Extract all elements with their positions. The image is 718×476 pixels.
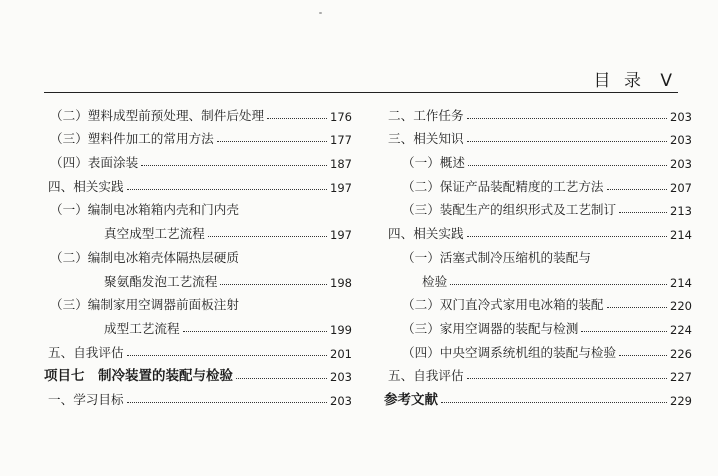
toc-leader-dots bbox=[467, 236, 667, 237]
toc-entry-title: 项目七 制冷装置的装配与检验 bbox=[44, 368, 233, 385]
toc-entry-title: （三）装配生产的组织形式及工艺制订 bbox=[402, 202, 617, 218]
toc-entry[interactable] bbox=[44, 266, 352, 290]
toc-leader-dots bbox=[467, 141, 667, 142]
toc-entry-title: （二）编制电冰箱壳体隔热层硬质 bbox=[50, 249, 239, 265]
toc-leader-dots bbox=[220, 284, 327, 285]
toc-leader-dots bbox=[127, 402, 327, 403]
toc-leader-dots bbox=[141, 165, 327, 166]
header-title: 目 录 bbox=[593, 71, 645, 91]
toc-leader-dots bbox=[441, 402, 667, 403]
toc-leader-dots bbox=[619, 212, 667, 213]
toc-entry-title: （二）保证产品装配精度的工艺方法 bbox=[402, 178, 604, 194]
toc-page-number: 201 bbox=[330, 346, 352, 361]
toc-entry-title: （二）塑料成型前预处理、制件后处理 bbox=[50, 107, 265, 123]
toc-page-number: 214 bbox=[670, 275, 692, 290]
toc-entry[interactable] bbox=[384, 218, 692, 242]
toc-page-number: 203 bbox=[330, 370, 352, 385]
toc-entry-title: （三）编制家用空调器前面板注射 bbox=[50, 297, 239, 313]
toc-right-column bbox=[384, 100, 692, 408]
toc-entry-title: （四）中央空调系统机组的装配与检验 bbox=[402, 344, 617, 360]
toc-leader-dots bbox=[607, 307, 668, 308]
toc-entry-title: 成型工艺流程 bbox=[104, 320, 180, 336]
toc-page-number: 207 bbox=[670, 180, 692, 195]
toc-chapter-entry[interactable] bbox=[384, 384, 692, 408]
toc-entry[interactable] bbox=[384, 361, 692, 385]
toc-leader-dots bbox=[267, 118, 327, 119]
toc-leader-dots bbox=[468, 165, 667, 166]
toc-entry[interactable] bbox=[384, 337, 692, 361]
toc-page-number: 214 bbox=[670, 228, 692, 243]
toc-page-number: 198 bbox=[330, 275, 352, 290]
toc-entry[interactable] bbox=[44, 195, 352, 219]
toc-page-number: 199 bbox=[330, 322, 352, 337]
toc-entry-title: （一）活塞式制冷压缩机的装配与 bbox=[402, 249, 591, 265]
toc-page-number: 229 bbox=[670, 393, 692, 408]
toc-leader-dots bbox=[467, 378, 667, 379]
page-header bbox=[594, 66, 672, 91]
toc-entry[interactable] bbox=[44, 290, 352, 314]
toc-entry-title: 真空成型工艺流程 bbox=[104, 226, 205, 242]
toc-entry[interactable] bbox=[384, 124, 692, 148]
toc-page-number: 224 bbox=[670, 322, 692, 337]
toc-chapter-entry[interactable] bbox=[44, 361, 352, 385]
toc-page-number: 213 bbox=[670, 204, 692, 219]
toc-entry[interactable] bbox=[44, 337, 352, 361]
toc-page-number: 197 bbox=[330, 228, 352, 243]
toc-entry-title: （三）家用空调器的装配与检测 bbox=[402, 320, 579, 336]
toc-leader-dots bbox=[127, 189, 327, 190]
toc-entry-title: 参考文献 bbox=[384, 391, 438, 408]
toc-leader-dots bbox=[217, 141, 327, 142]
toc-page-number: 203 bbox=[330, 393, 352, 408]
toc-entry-title: 聚氨酯发泡工艺流程 bbox=[104, 273, 218, 289]
toc-entry[interactable] bbox=[44, 100, 352, 124]
toc-entry-title: 检验 bbox=[422, 273, 448, 289]
toc-entry[interactable] bbox=[384, 313, 692, 337]
toc-left-column bbox=[44, 100, 352, 408]
toc-leader-dots bbox=[619, 355, 667, 356]
toc-entry-title: 五、自我评估 bbox=[388, 368, 464, 384]
toc-page-number: 177 bbox=[330, 133, 352, 148]
toc-entry[interactable] bbox=[384, 266, 692, 290]
toc-leader-dots bbox=[581, 331, 667, 332]
toc-entry[interactable] bbox=[384, 290, 692, 314]
toc-entry[interactable] bbox=[44, 313, 352, 337]
toc-leader-dots bbox=[208, 236, 327, 237]
toc-page-number: 197 bbox=[330, 180, 352, 195]
header-page-roman: V bbox=[660, 71, 672, 91]
toc-entry-title: 五、自我评估 bbox=[48, 344, 124, 360]
toc-page-number: 220 bbox=[670, 299, 692, 314]
toc-page-number: 226 bbox=[670, 346, 692, 361]
toc-entry-title: 四、相关实践 bbox=[48, 178, 124, 194]
toc-entry-title: 三、相关知识 bbox=[388, 131, 464, 147]
toc-entry[interactable] bbox=[384, 195, 692, 219]
toc-entry[interactable] bbox=[44, 124, 352, 148]
header-rule bbox=[44, 92, 678, 93]
toc-page-number: 227 bbox=[670, 370, 692, 385]
toc-entry[interactable] bbox=[44, 147, 352, 171]
toc-leader-dots bbox=[607, 189, 668, 190]
toc-page-number: 203 bbox=[670, 133, 692, 148]
toc-entry[interactable] bbox=[384, 242, 692, 266]
toc-entry[interactable] bbox=[44, 171, 352, 195]
toc-entry[interactable] bbox=[44, 384, 352, 408]
toc-entry-title: （一）概述 bbox=[402, 155, 465, 171]
toc-leader-dots bbox=[450, 284, 667, 285]
toc-entry-title: 四、相关实践 bbox=[388, 226, 464, 242]
toc-entry-title: （一）编制电冰箱箱内壳和门内壳 bbox=[50, 202, 239, 218]
toc-leader-dots bbox=[236, 378, 327, 379]
toc-leader-dots bbox=[183, 331, 327, 332]
toc-entry-title: 二、工作任务 bbox=[388, 107, 464, 123]
toc-entry-title: （四）表面涂装 bbox=[50, 155, 139, 171]
toc-entry[interactable] bbox=[384, 171, 692, 195]
toc-entry-title: （三）塑料件加工的常用方法 bbox=[50, 131, 214, 147]
toc-page-number: 203 bbox=[670, 157, 692, 172]
toc-entry[interactable] bbox=[384, 100, 692, 124]
toc-entry[interactable] bbox=[44, 242, 352, 266]
toc-entry[interactable] bbox=[384, 147, 692, 171]
toc-leader-dots bbox=[467, 118, 667, 119]
toc-entry[interactable] bbox=[44, 218, 352, 242]
toc-entry-title: 一、学习目标 bbox=[48, 391, 124, 407]
toc-leader-dots bbox=[127, 355, 327, 356]
toc-entry-title: （二）双门直冷式家用电冰箱的装配 bbox=[402, 297, 604, 313]
toc-page-number: 176 bbox=[330, 109, 352, 124]
toc-page-number: 203 bbox=[670, 109, 692, 124]
toc-page-number: 187 bbox=[330, 157, 352, 172]
paper-speck bbox=[319, 12, 322, 14]
